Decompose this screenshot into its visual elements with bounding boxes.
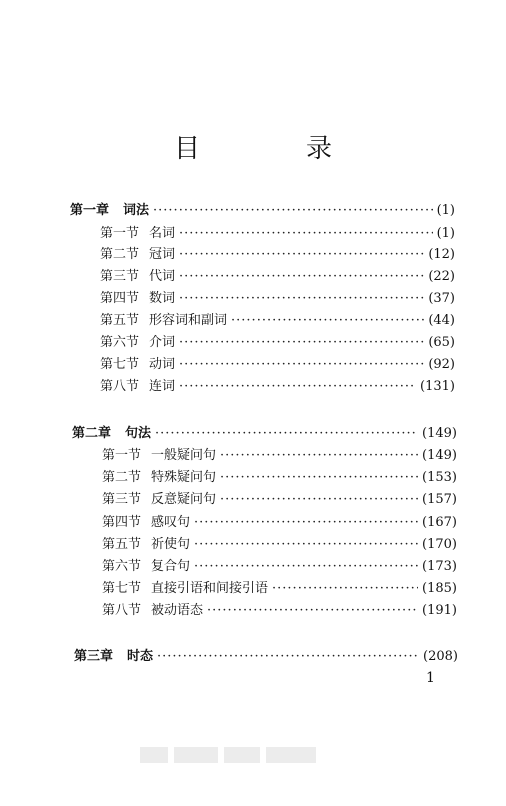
dot-leader <box>194 536 418 554</box>
chapter-page: (149) <box>422 426 457 441</box>
section-row[interactable] <box>102 514 457 532</box>
section-row[interactable] <box>100 225 455 243</box>
dot-leader <box>179 378 416 396</box>
dot-leader <box>272 580 418 598</box>
section-page: (185) <box>422 581 457 596</box>
chapter-row[interactable] <box>72 425 457 443</box>
section-name: 名词 <box>149 226 176 241</box>
page-number: 1 <box>426 670 435 686</box>
toc-title: 目 录 <box>173 134 372 164</box>
chapter-label: 第三章 <box>74 649 114 664</box>
dot-leader <box>179 225 433 243</box>
dot-leader <box>179 246 424 264</box>
section-row[interactable] <box>102 469 457 487</box>
section-label: 第一节 <box>102 448 142 463</box>
dot-leader <box>207 602 418 620</box>
section-page: (44) <box>428 313 455 328</box>
section-page: (65) <box>428 335 455 350</box>
section-label: 第三节 <box>100 269 140 284</box>
section-label: 第七节 <box>102 581 142 596</box>
dot-leader <box>194 514 418 532</box>
section-label: 第一节 <box>100 226 140 241</box>
chapter-name: 词法 <box>123 203 150 218</box>
section-label: 第八节 <box>102 603 142 618</box>
section-row[interactable] <box>100 290 455 308</box>
section-label: 第七节 <box>100 357 140 372</box>
dot-leader <box>155 425 418 443</box>
dot-leader <box>220 447 418 465</box>
section-label: 第五节 <box>100 313 140 328</box>
section-name: 一般疑问句 <box>151 448 217 463</box>
section-name: 形容词和副词 <box>149 313 228 328</box>
dot-leader <box>194 558 418 576</box>
section-name: 祈使句 <box>151 537 191 552</box>
section-label: 第八节 <box>100 379 140 394</box>
section-row[interactable] <box>102 580 457 598</box>
section-row[interactable] <box>100 246 455 264</box>
section-name: 直接引语和间接引语 <box>151 581 269 596</box>
chapter-name: 时态 <box>127 649 154 664</box>
section-page: (92) <box>428 357 455 372</box>
section-page: (173) <box>422 559 457 574</box>
dot-leader <box>231 312 424 330</box>
section-page: (1) <box>436 226 455 241</box>
dot-leader <box>179 268 424 286</box>
chapter-page: (208) <box>423 649 458 664</box>
section-label: 第六节 <box>100 335 140 350</box>
section-row[interactable] <box>102 536 457 554</box>
section-row[interactable] <box>102 491 457 509</box>
dot-leader <box>179 356 424 374</box>
section-label: 第二节 <box>102 470 142 485</box>
section-page: (12) <box>428 247 455 262</box>
section-name: 数词 <box>149 291 176 306</box>
section-name: 反意疑问句 <box>151 492 217 507</box>
section-name: 感叹句 <box>151 515 191 530</box>
section-name: 介词 <box>149 335 176 350</box>
chapter-label: 第二章 <box>72 426 112 441</box>
section-row[interactable] <box>100 268 455 286</box>
section-row[interactable] <box>100 334 455 352</box>
section-page: (22) <box>428 269 455 284</box>
chapter-label: 第一章 <box>70 203 110 218</box>
section-label: 第二节 <box>100 247 140 262</box>
section-row[interactable] <box>100 378 455 396</box>
section-row[interactable] <box>102 558 457 576</box>
section-name: 复合句 <box>151 559 191 574</box>
section-row[interactable] <box>102 447 457 465</box>
section-label: 第三节 <box>102 492 142 507</box>
dot-leader <box>179 334 424 352</box>
section-name: 特殊疑问句 <box>151 470 217 485</box>
section-row[interactable] <box>100 356 455 374</box>
dot-leader <box>220 469 418 487</box>
section-name: 动词 <box>149 357 176 372</box>
dot-leader <box>153 202 433 220</box>
section-row[interactable] <box>102 602 457 620</box>
section-page: (191) <box>422 603 457 618</box>
section-page: (157) <box>422 492 457 507</box>
section-page: (153) <box>422 470 457 485</box>
section-page: (167) <box>422 515 457 530</box>
section-name: 连词 <box>149 379 176 394</box>
section-label: 第五节 <box>102 537 142 552</box>
section-page: (149) <box>422 448 457 463</box>
chapter-row[interactable] <box>70 202 455 220</box>
section-name: 被动语态 <box>151 603 204 618</box>
chapter-row[interactable] <box>74 648 458 666</box>
section-name: 冠词 <box>149 247 176 262</box>
chapter-name: 句法 <box>125 426 152 441</box>
section-page: (170) <box>422 537 457 552</box>
dot-leader <box>220 491 418 509</box>
chapter-page: (1) <box>436 203 455 218</box>
section-page: (131) <box>420 379 455 394</box>
dot-leader <box>157 648 419 666</box>
section-label: 第六节 <box>102 559 142 574</box>
scan-artifact <box>140 744 350 766</box>
section-row[interactable] <box>100 312 455 330</box>
section-name: 代词 <box>149 269 176 284</box>
section-label: 第四节 <box>102 515 142 530</box>
section-page: (37) <box>428 291 455 306</box>
section-label: 第四节 <box>100 291 140 306</box>
dot-leader <box>179 290 424 308</box>
